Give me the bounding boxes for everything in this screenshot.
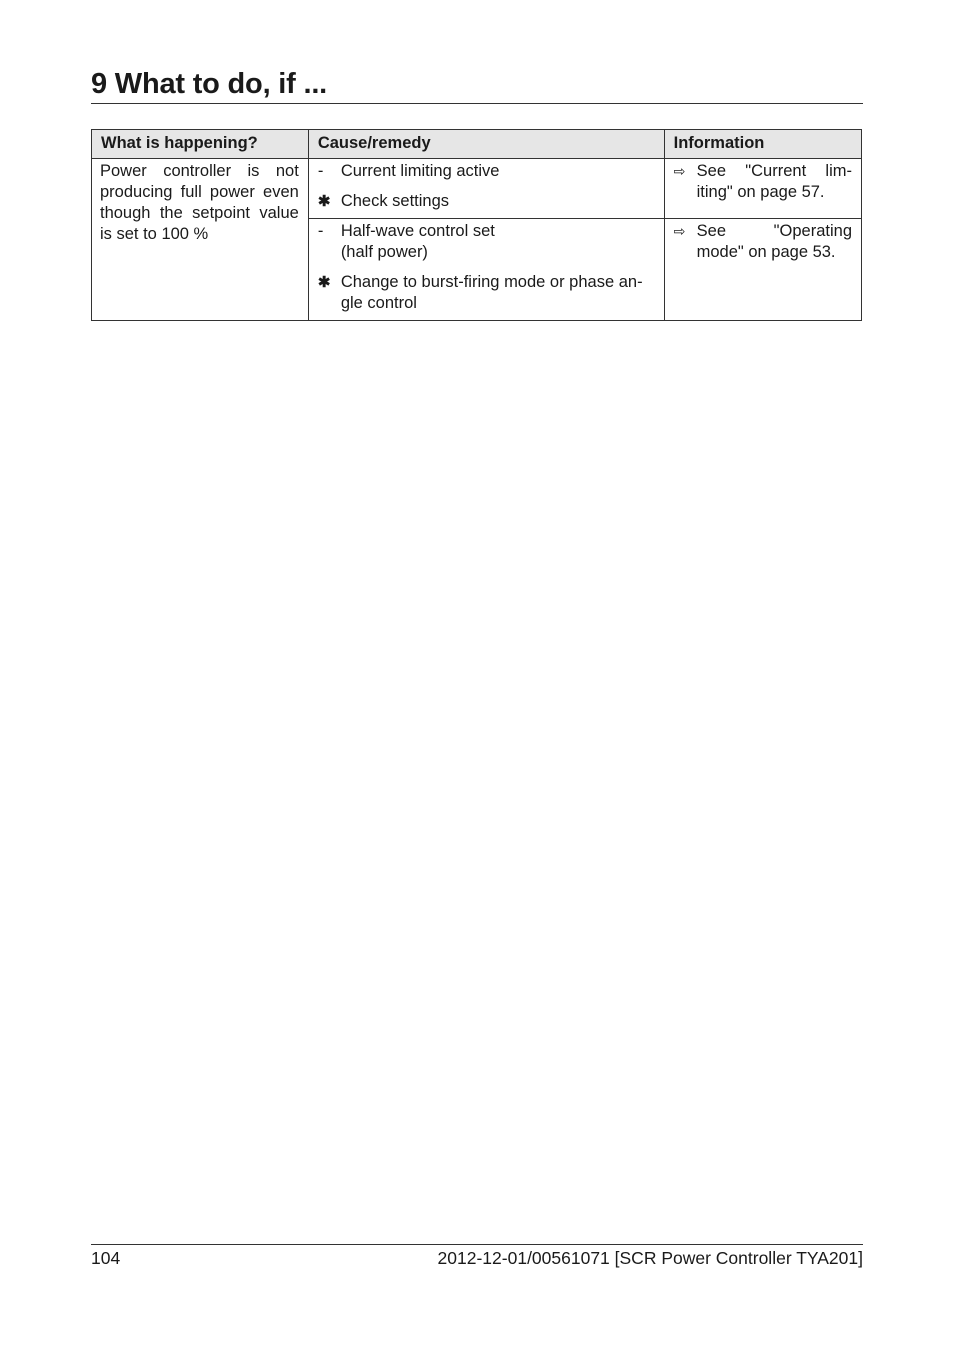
info-item bbox=[674, 161, 852, 203]
cause-text bbox=[341, 221, 655, 263]
cause-remedy-cell bbox=[308, 159, 664, 219]
title-divider bbox=[91, 103, 863, 104]
dash-icon: - bbox=[317, 162, 324, 180]
cause-line-1: Half-wave control set bbox=[340, 222, 495, 240]
remedy-text: Check settings bbox=[340, 192, 450, 210]
document-info: 2012-12-01/00561071 [SCR Power Controller TYA201] bbox=[437, 1248, 863, 1268]
cause-item bbox=[318, 221, 655, 263]
happening-text: Power controller is not producing full power even though the setpoint value is set to 100 % bbox=[100, 162, 299, 243]
header-information: Information bbox=[664, 130, 861, 159]
information-cell bbox=[664, 219, 861, 321]
page-number: 104 bbox=[91, 1248, 121, 1268]
cause-text: Current limiting active bbox=[340, 162, 500, 180]
happening-cell bbox=[92, 159, 309, 321]
table-row bbox=[92, 159, 862, 219]
info-item bbox=[674, 221, 852, 263]
remedy-text: Change to burst-firing mode or phase an-gle control bbox=[340, 273, 643, 312]
header-cause-remedy: Cause/remedy bbox=[308, 130, 664, 159]
remedy-item bbox=[318, 272, 655, 314]
dash-icon: - bbox=[317, 222, 324, 240]
table-header-row bbox=[92, 130, 862, 159]
asterisk-icon: ✱ bbox=[317, 274, 331, 291]
asterisk-icon: ✱ bbox=[317, 193, 331, 210]
information-cell bbox=[664, 159, 861, 219]
info-link-text[interactable]: See "Current lim-iting" on page 57. bbox=[696, 162, 852, 201]
cause-line-2: (half power) bbox=[340, 243, 428, 261]
cause-remedy-cell bbox=[308, 219, 664, 321]
arrow-right-icon: ⇨ bbox=[673, 223, 686, 239]
info-link-text[interactable]: See "Operating mode" on page 53. bbox=[696, 222, 852, 261]
remedy-item bbox=[318, 191, 655, 212]
cause-item bbox=[318, 161, 655, 182]
troubleshooting-table bbox=[91, 129, 862, 321]
header-what-is-happening: What is happening? bbox=[92, 130, 309, 159]
arrow-right-icon: ⇨ bbox=[673, 163, 686, 179]
footer-divider bbox=[91, 1244, 863, 1245]
chapter-title: 9 What to do, if ... bbox=[91, 68, 328, 100]
